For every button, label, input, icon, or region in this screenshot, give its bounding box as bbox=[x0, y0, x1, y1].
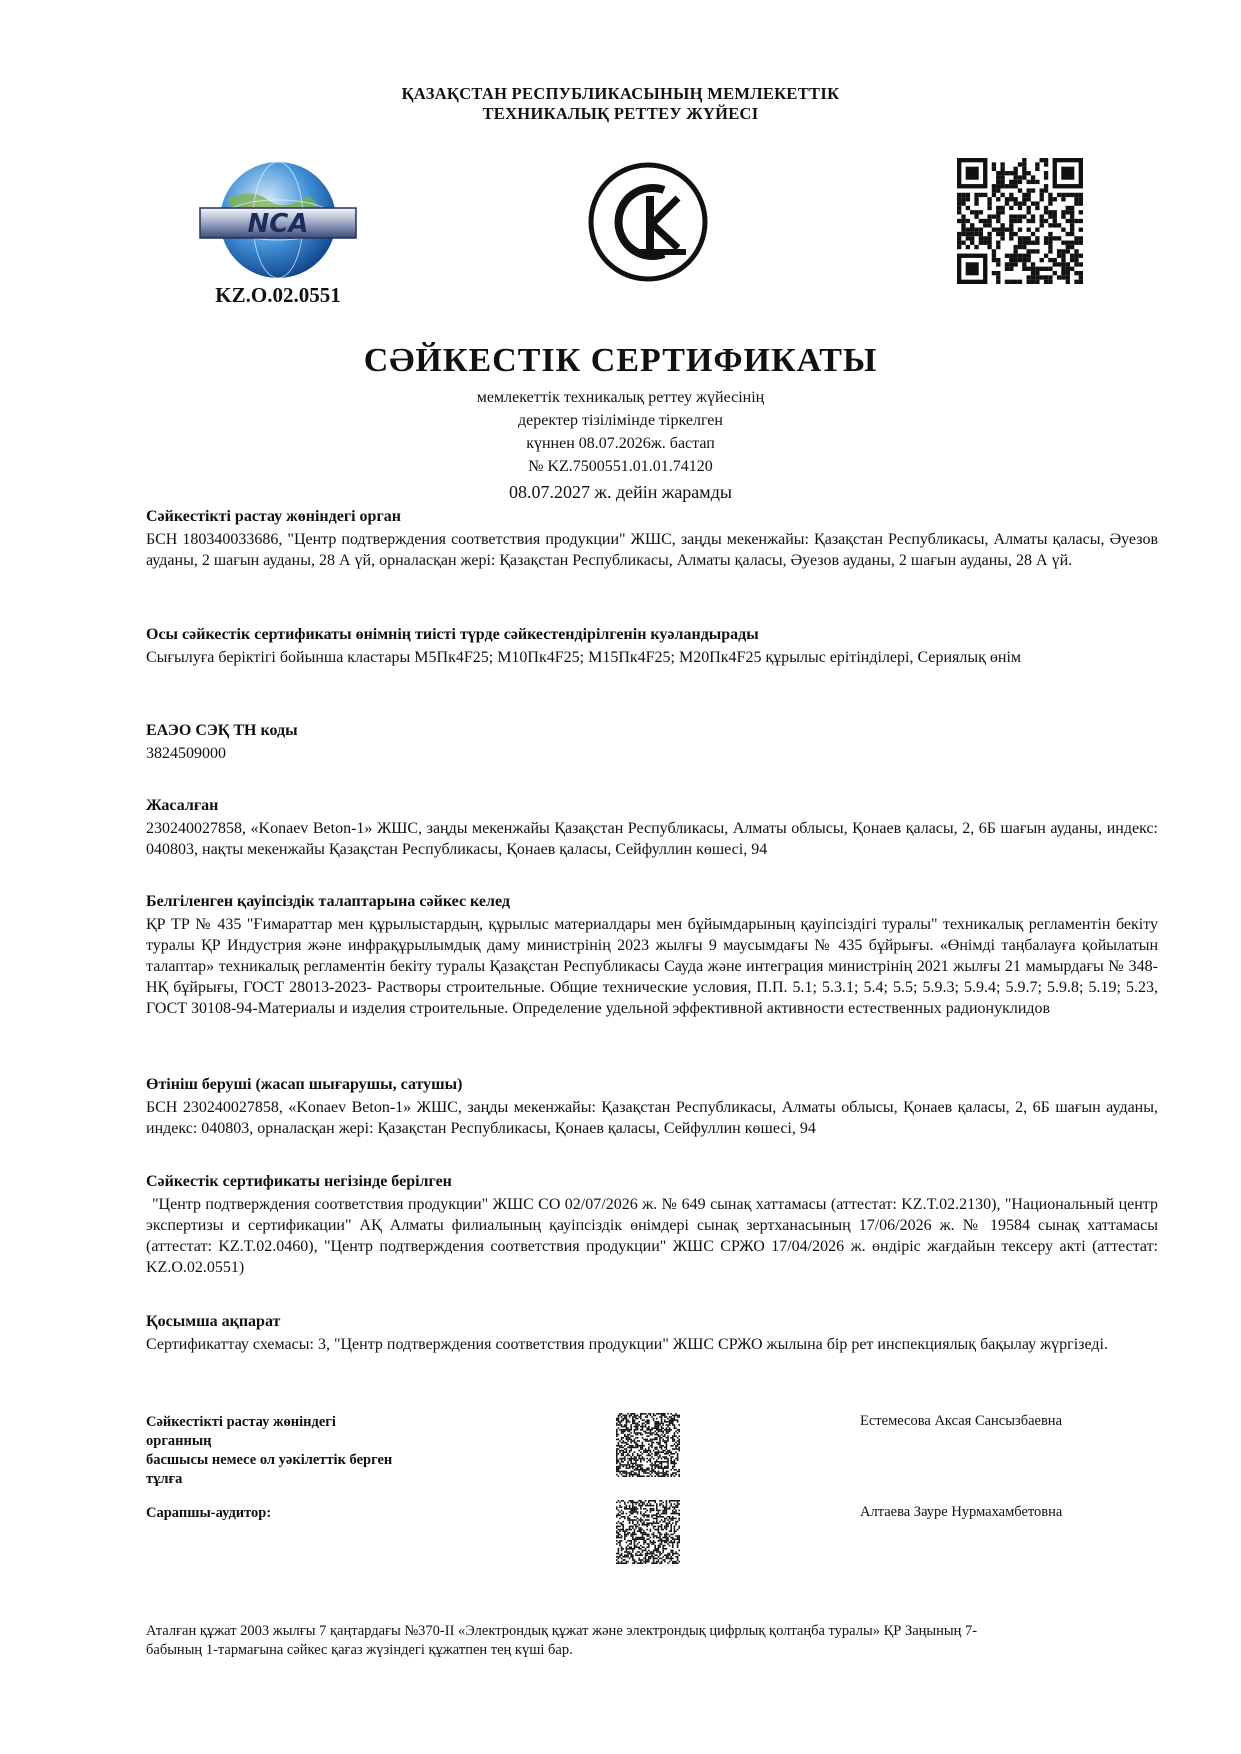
section-organ bbox=[146, 508, 1158, 571]
signature-qr-head bbox=[616, 1413, 680, 1477]
section-product-title: Осы сәйкестік сертификаты өнімнің тиісті түрде сәйкестендірілгенін куәландырады bbox=[146, 626, 759, 643]
section-made bbox=[146, 797, 1158, 860]
head-label-line-1: Сәйкестікті растау жөніндегі bbox=[146, 1414, 336, 1430]
signature-qr-icon bbox=[616, 1500, 680, 1564]
section-made-body: 230240027858, «Konaev Beton-1» ЖШС, заңды мекенжайы Қазақстан Республикасы, Алматы облысы, Қонаев қаласы, 2, 6Б шағын ауданы, индекс: 040803, нақты мекенжайы Қазақстан Республикасы, Қонаев қаласы, Сейфуллин көшесі, 94 bbox=[146, 820, 1158, 858]
head-label-line-2: органның bbox=[146, 1433, 212, 1449]
section-basis-body: "Центр подтверждения соответствия продукции" ЖШС СО 02/07/2026 ж. № 649 сынақ хаттамасы (аттестат: KZ.T.02.2130), "Национальный центр экспертизы и сертификации" АҚ Алматы филиалының қауіпсіздік өнімдері сынақ зертханасының 17/06/2026 ж. № 19584 сынақ хаттамасы (аттестат: KZ.T.02.0460), "Центр подтверждения соответствия продукции" ЖШС СРЖО 17/04/2026 ж. өндіріс жағдайын тексеру акті (аттестат: KZ.O.02.0551) bbox=[146, 1196, 1158, 1276]
certificate-number: № KZ.7500551.01.01.74120 bbox=[528, 458, 713, 475]
nca-logo-text: NCA bbox=[247, 209, 309, 239]
section-extra-body: Сертификаттау схемасы: 3, "Центр подтверждения соответствия продукции" ЖШС СРЖО жылына бір рет инспекциялық бақылау жүргізеді. bbox=[146, 1336, 1108, 1353]
signature-qr-icon bbox=[616, 1413, 680, 1477]
legal-footer bbox=[146, 1622, 1106, 1660]
footer-line-1: Аталған құжат 2003 жылғы 7 қаңтардағы №370-II «Электрондық құжат және электрондық цифрлық қолтаңба туралы» ҚР Заңының 7- bbox=[146, 1623, 978, 1639]
kz-conformity-mark-icon bbox=[586, 160, 710, 284]
section-organ-body: БСН 180340033686, "Центр подтверждения соответствия продукции" ЖШС, заңды мекенжайы: Қазақстан Республикасы, Алматы қаласы, Әуезов ауданы, 2 шағын ауданы, 28 А үй, орналасқан жері: Қазақстан Республикасы, Алматы қаласы, Әуезов ауданы, 2 шағын ауданы, 28 А үй. bbox=[146, 531, 1158, 569]
section-requirements-body: ҚР ТР № 435 "Ғимараттар мен құрылыстардың, құрылыс материалдары мен бұйымдарының қауіпсіздігі туралы" техникалық регламентін бекіту туралы ҚР Индустрия және инфрақұрылымдық даму министрінің 2023 жылғы 9 маусымдағы № 435 бұйрығы. «Өнімді таңбалауға қойылатын талаптар» техникалық регламентін бекіту туралы Қазақстан Республикасы Сауда және интеграция министрінің 2021 жылғы 21 мамырдағы № 348- НҚ бұйрығы, ГОСТ 28013-2023- Растворы строительные. Общие технические условия, П.П. 5.1; 5.3.1; 5.4; 5.5; 5.9.3; 5.9.4; 5.9.7; 5.9.8; 5.19; 5.23, ГОСТ 30108-94-Материалы и изделия строительные. Определение удельной эффективной активности естественных радионуклидов bbox=[146, 916, 1158, 1017]
head-label-line-3: басшысы немесе ол уәкілеттік берген bbox=[146, 1452, 393, 1468]
section-basis bbox=[146, 1173, 1158, 1278]
section-product bbox=[146, 626, 1158, 668]
signature-qr-auditor bbox=[616, 1500, 680, 1564]
section-code-title: ЕАЭО СЭҚ ТН коды bbox=[146, 722, 298, 739]
section-requirements-title: Белгіленген қауіпсіздік талаптарына сәйкес келед bbox=[146, 893, 510, 910]
auditor-name: Алтаева Зауре Нурмахамбетовна bbox=[860, 1504, 1063, 1520]
section-code-body: 3824509000 bbox=[146, 745, 226, 762]
nca-logo bbox=[198, 158, 358, 283]
nca-globe-icon bbox=[198, 158, 358, 283]
auditor-label: Сарапшы-аудитор: bbox=[146, 1505, 272, 1521]
qr-code-icon bbox=[957, 158, 1083, 284]
validity-date: 08.07.2027 ж. дейін жарамды bbox=[509, 482, 732, 502]
conformity-mark bbox=[586, 160, 710, 284]
head-signatory-name: Естемесова Аксая Сансызбаевна bbox=[860, 1413, 1063, 1429]
certificate-title: СӘЙКЕСТІК СЕРТИФИКАТЫ bbox=[363, 342, 878, 379]
section-made-title: Жасалған bbox=[146, 797, 219, 814]
section-extra-title: Қосымша ақпарат bbox=[146, 1313, 281, 1330]
head-signatory-label bbox=[146, 1413, 446, 1489]
footer-line-2: бабының 1-тармағына сәйкес қағаз жүзіндегі құжатпен тең күші бар. bbox=[146, 1642, 573, 1658]
qr-code-top bbox=[957, 158, 1083, 284]
section-applicant-body: БСН 230240027858, «Konaev Beton-1» ЖШС, заңды мекенжайы: Қазақстан Республикасы, Алматы облысы, Қонаев қаласы, 2, 6Б шағын ауданы, индекс: 040803, орналасқан жері: Қазақстан Республикасы, Қонаев қаласы, Сейфуллин көшесі, 94 bbox=[146, 1099, 1158, 1137]
subtitle-line-1: мемлекеттік техникалық реттеу жүйесінің bbox=[476, 389, 765, 406]
section-extra bbox=[146, 1313, 1158, 1355]
section-basis-title: Сәйкестік сертификаты негізінде берілген bbox=[146, 1173, 452, 1190]
header-line-2: ТЕХНИКАЛЫҚ РЕТТЕУ ЖҮЙЕСІ bbox=[482, 104, 759, 123]
section-applicant bbox=[146, 1076, 1158, 1139]
header-line-1: ҚАЗАҚСТАН РЕСПУБЛИКАСЫНЫҢ МЕМЛЕКЕТТІК bbox=[401, 84, 840, 103]
section-applicant-title: Өтініш беруші (жасап шығарушы, сатушы) bbox=[146, 1076, 463, 1093]
subtitle-line-2: деректер тізілімінде тіркелген bbox=[518, 412, 723, 429]
section-requirements bbox=[146, 893, 1158, 1019]
subtitle-line-3: күннен 08.07.2026ж. бастап bbox=[526, 435, 715, 452]
accreditation-number: KZ.O.02.0551 bbox=[215, 283, 341, 307]
section-organ-title: Сәйкестікті растау жөніндегі орган bbox=[146, 508, 401, 525]
section-product-body: Сығылуға беріктігі бойынша кластары М5Пк4F25; М10Пк4F25; М15Пк4F25; М20Пк4F25 құрылыс ерітінділері, Сериялық өнім bbox=[146, 649, 1022, 666]
section-code bbox=[146, 722, 1158, 764]
head-label-line-4: тұлға bbox=[146, 1471, 183, 1487]
